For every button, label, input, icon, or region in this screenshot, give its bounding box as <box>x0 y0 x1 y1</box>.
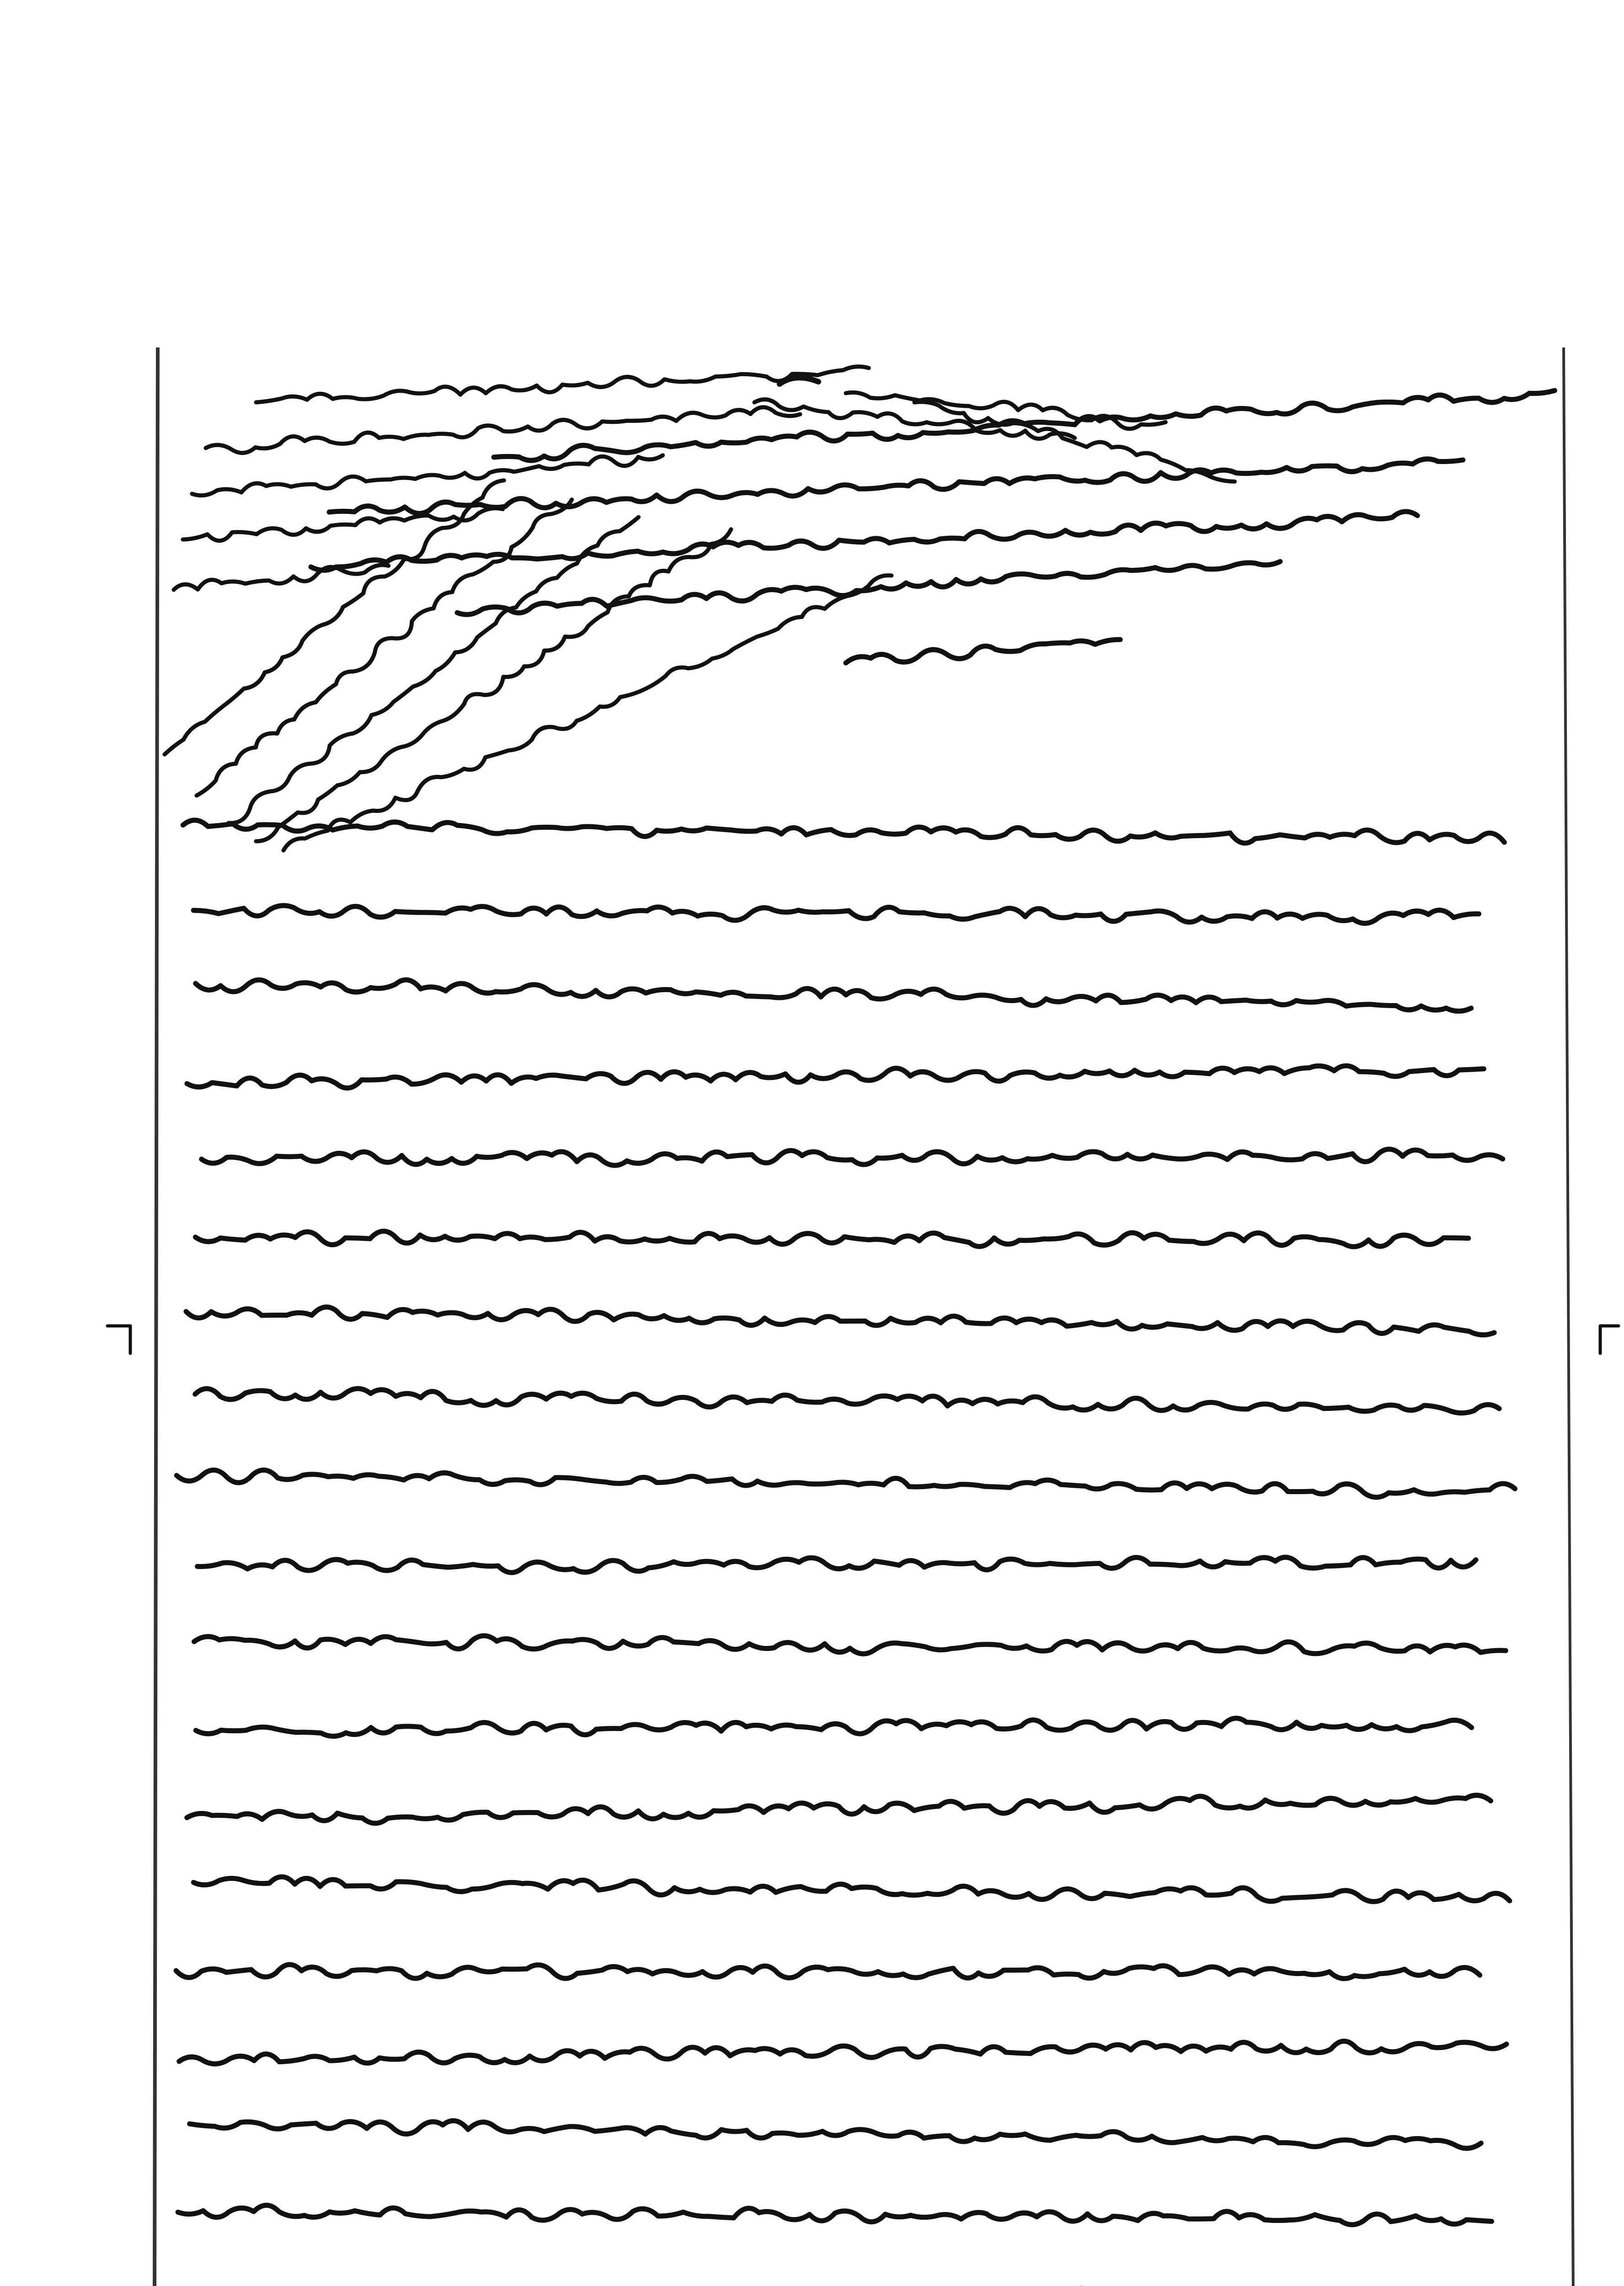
main-body-text <box>175 820 1515 2286</box>
body-text-line <box>196 1718 1471 1736</box>
body-text-line <box>193 1877 1510 1901</box>
body-text-line <box>187 1795 1491 1823</box>
body-text-line <box>195 1389 1500 1413</box>
body-text-line <box>194 1636 1506 1654</box>
body-text-line <box>179 2041 1506 2064</box>
top-diagonal-notes <box>165 367 1235 850</box>
body-text-line <box>186 1307 1494 1335</box>
body-text-line <box>202 1149 1503 1165</box>
header-line <box>329 459 1463 513</box>
right-fold-mark <box>1600 1326 1619 1353</box>
diagonal-note-line <box>174 565 389 590</box>
header-line <box>494 390 1555 460</box>
body-text-line <box>187 1066 1484 1088</box>
header-line <box>457 561 1280 614</box>
body-text-line <box>176 1470 1515 1497</box>
body-text-line <box>198 1557 1476 1573</box>
left-paper-edge <box>153 347 158 2286</box>
body-text-line <box>176 1965 1480 1979</box>
right-paper-edge <box>1564 347 1577 2286</box>
body-text-line <box>195 1231 1468 1247</box>
body-text-line <box>183 820 1504 843</box>
body-text-line <box>178 2205 1491 2225</box>
left-fold-mark <box>107 1326 130 1353</box>
body-text-line <box>196 980 1471 1011</box>
body-text-line <box>193 906 1479 924</box>
margin-note-line <box>256 529 731 841</box>
header-line <box>846 640 1120 663</box>
body-text-line <box>190 2120 1481 2148</box>
diagonal-note-line <box>192 455 663 496</box>
